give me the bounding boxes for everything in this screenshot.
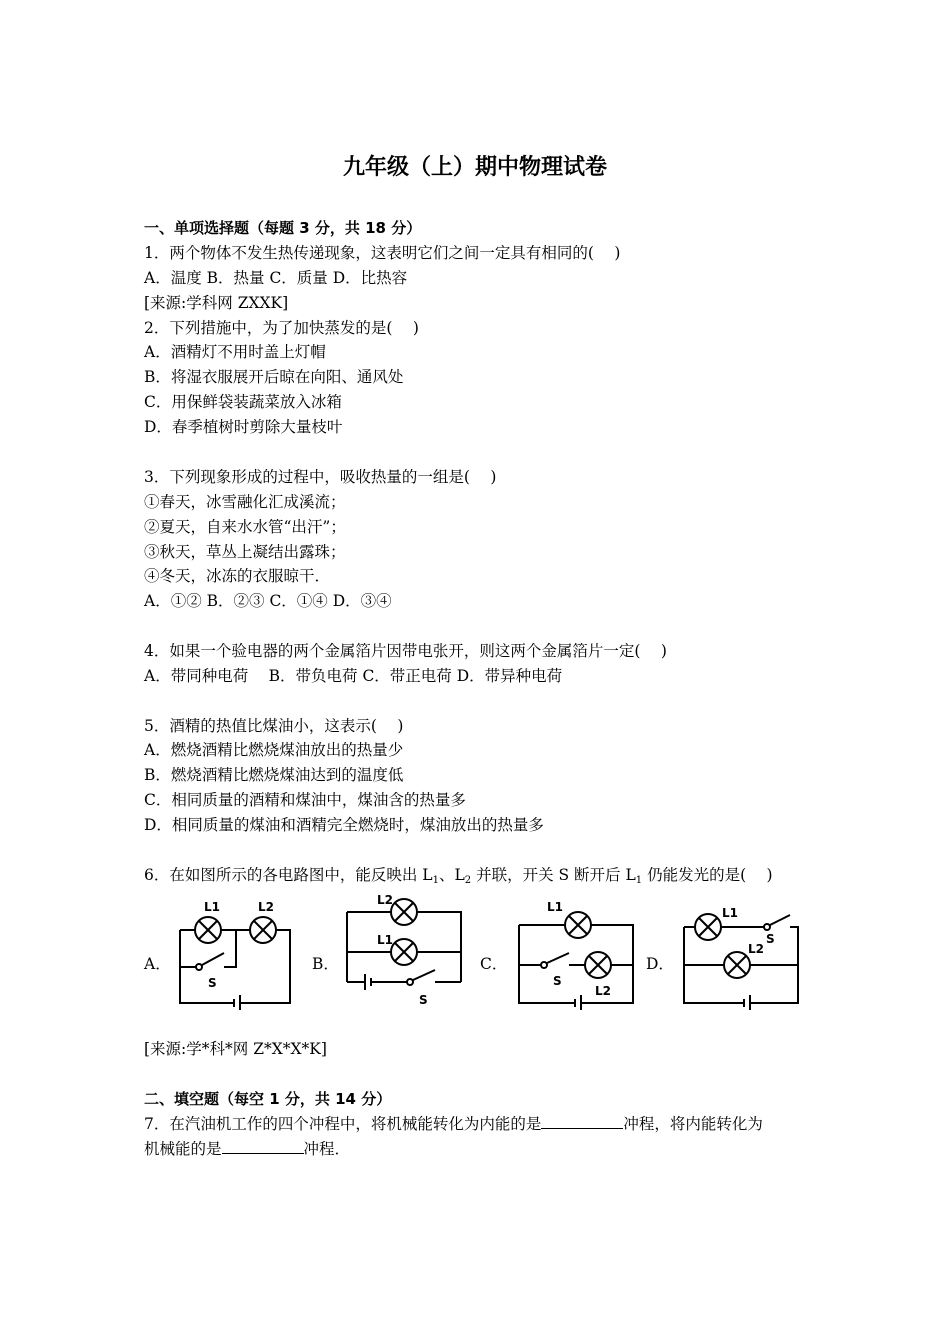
lamp-l1-label: L1 <box>377 933 393 947</box>
q4-stem: 4．如果一个验电器的两个金属箔片因带电张开，则这两个金属箔片一定( ) <box>144 642 667 660</box>
q5-option-d: D．相同质量的煤油和酒精完全燃烧时，煤油放出的热量多 <box>144 816 544 834</box>
section-1-heading: 一、单项选择题（每题 3 分，共 18 分） <box>144 219 422 237</box>
switch-s-label: S <box>766 932 775 946</box>
q7-line-2: 机械能的是 冲程． <box>144 1140 351 1158</box>
q3-item-3: ③秋天，草丛上凝结出露珠； <box>144 543 346 561</box>
section-2-heading: 二、填空题（每空 1 分，共 14 分） <box>144 1090 392 1108</box>
switch-s-label: S <box>553 974 562 988</box>
q3-options: A．①② B．②③ C．①④ D．③④ <box>144 592 392 610</box>
circuit-diagram-a <box>168 895 298 1010</box>
page-title: 九年级（上）期中物理试卷 <box>342 155 607 180</box>
answer-blank-2[interactable] <box>222 1139 304 1154</box>
switch-s-label: S <box>208 976 217 990</box>
circuit-b-label: B． <box>312 955 339 973</box>
q6-stem: 6．在如图所示的各电路图中，能反映出 $L_1$、$L_2$ 并联，开关 S 断开后 $L_1$ 仍能发光的是( ) <box>144 866 773 886</box>
lamp-l2-label: L2 <box>258 900 274 914</box>
q3-item-1: ①春天，冰雪融化汇成溪流； <box>144 493 346 511</box>
circuit-diagram-c <box>505 895 640 1010</box>
q1-stem: 1．两个物体不发生热传递现象，这表明它们之间一定具有相同的( ) <box>144 244 621 262</box>
q2-option-a: A．酒精灯不用时盖上灯帽 <box>144 343 326 361</box>
q4-options: A．带同种电荷 B．带负电荷 C．带正电荷 D．带异种电荷 <box>144 667 563 685</box>
lamp-l2-label: L2 <box>748 942 764 956</box>
q5-option-c: C．相同质量的酒精和煤油中，煤油含的热量多 <box>144 791 466 809</box>
q5-option-a: A．燃烧酒精比燃烧煤油放出的热量少 <box>144 741 404 759</box>
q7-line-1: 7．在汽油机工作的四个冲程中，将机械能转化为内能的是 冲程，将内能转化为 <box>144 1115 763 1133</box>
q3-item-2: ②夏天，自来水水管“出汗”； <box>144 518 346 536</box>
source-note-1: [来源:学科网 ZXXK] <box>144 294 289 312</box>
circuit-a-label: A． <box>144 955 171 973</box>
lamp-l2-label: L2 <box>595 984 611 998</box>
circuit-diagram-b <box>335 890 470 1010</box>
circuit-diagram-d <box>672 895 807 1010</box>
circuit-d-label: D． <box>646 955 674 973</box>
q3-stem: 3．下列现象形成的过程中，吸收热量的一组是( ) <box>144 468 497 486</box>
source-note-2: [来源:学*科*网 Z*X*X*K] <box>144 1040 327 1058</box>
lamp-l1-label: L1 <box>722 906 738 920</box>
q3-item-4: ④冬天，冰冻的衣服晾干． <box>144 567 331 585</box>
q5-option-b: B．燃烧酒精比燃烧煤油达到的温度低 <box>144 766 404 784</box>
switch-s-label: S <box>419 993 428 1007</box>
lamp-l2-label: L2 <box>377 893 393 907</box>
q2-option-b: B．将湿衣服展开后晾在向阳、通风处 <box>144 368 404 386</box>
q2-option-c: C．用保鲜袋装蔬菜放入冰箱 <box>144 393 342 411</box>
q1-options: A．温度 B．热量 C．质量 D．比热容 <box>144 269 408 287</box>
q2-option-d: D．春季植树时剪除大量枝叶 <box>144 418 343 436</box>
lamp-l1-label: L1 <box>547 900 563 914</box>
answer-blank-1[interactable] <box>541 1114 623 1129</box>
lamp-l1-label: L1 <box>204 900 220 914</box>
circuit-c-label: C． <box>480 955 508 973</box>
q2-stem: 2．下列措施中，为了加快蒸发的是( ) <box>144 319 419 337</box>
q5-stem: 5．酒精的热值比煤油小，这表示( ) <box>144 717 404 735</box>
